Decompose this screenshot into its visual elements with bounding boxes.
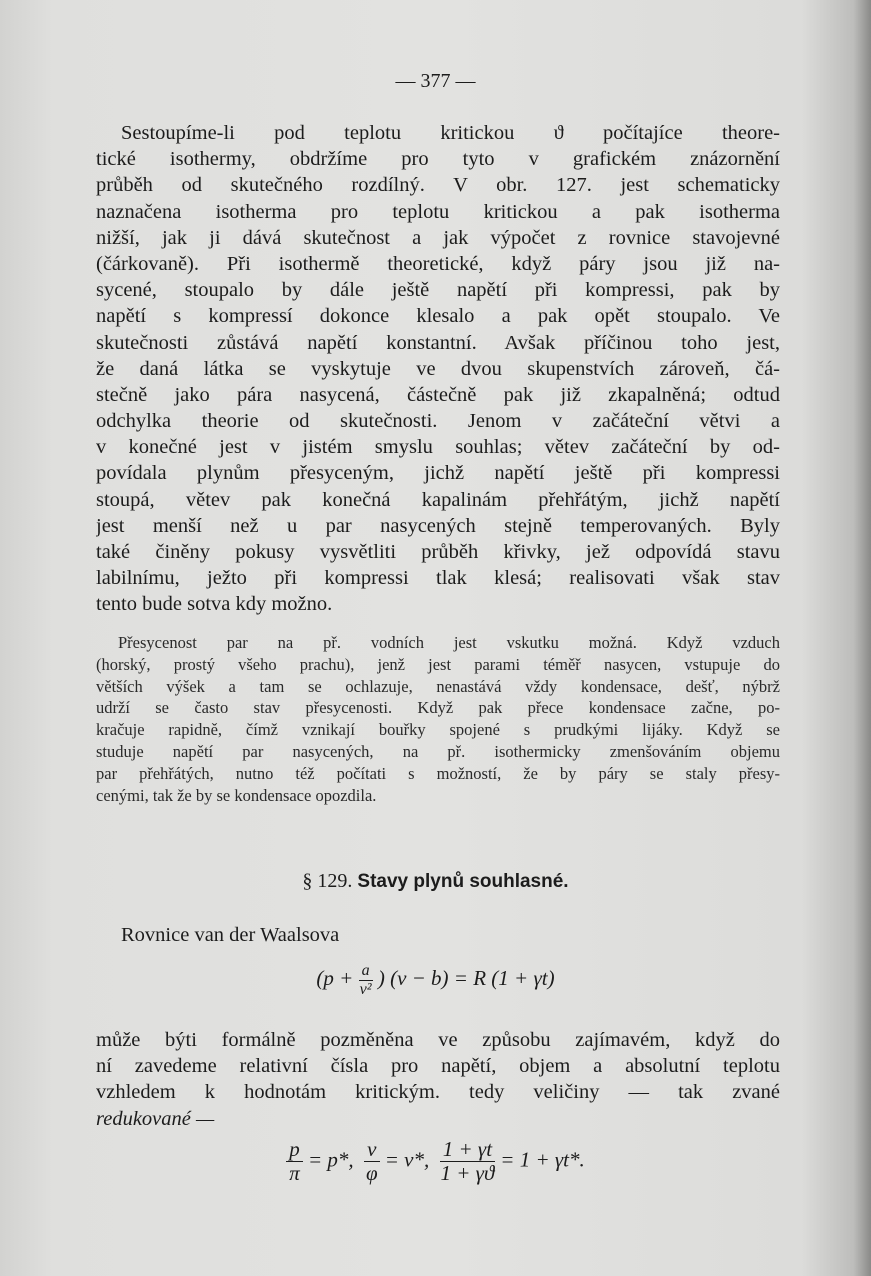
text-line: skutečnosti zůstává napětí konstantní. Avšak příčinou toho jest, <box>96 331 780 354</box>
fraction <box>364 1138 379 1185</box>
text-line: větších výšek a tam se ochlazuje, nenastává vždy kondensace, dešť, nýbrž <box>96 676 780 696</box>
text-line: že daná látka se vyskytuje ve dvou skupenstvích zároveň, čá- <box>96 357 780 380</box>
text-line: udrží se často stav přesycenosti. Když pak přece kondensace začne, po- <box>96 698 780 718</box>
text-line: par přehřátých, nutno též počítati s možností, že by páry se staly přesy- <box>96 763 780 783</box>
numerator: 1 + γt <box>440 1138 495 1162</box>
intro-text: Rovnice van der Waalsova <box>121 924 340 946</box>
text-line: tické isothermy, obdržíme pro tyto v grafickém znázornění <box>96 148 780 171</box>
text-line: může býti formálně pozměněna ve způsobu zajímavém, když do <box>96 1029 780 1051</box>
text-line: labilnímu, ježto při kompressi tlak klesá; realisovati však stav <box>96 567 780 590</box>
paragraph-main <box>96 120 780 618</box>
text-line: nižší, jak ji dává skutečnost a jak výpočet z rovnice stavojevné <box>96 226 780 249</box>
eq-part: = v*, <box>384 1147 430 1172</box>
text-line: Přesycenost par na př. vodních jest vskutku možná. Když vzduch <box>118 633 780 652</box>
text-line: (horský, prostý všeho prachu), jenž jest parami téměř nasycen, vstupuje do <box>96 654 780 674</box>
numerator: v <box>364 1138 379 1162</box>
text-line: studuje napětí par nasycených, na př. isothermicky zmenšováním objemu <box>96 741 780 761</box>
text-line: ní zavedeme relativní čísla pro napětí, objem a absolutní teplotu <box>96 1055 780 1078</box>
text-line: naznačena isotherma pro teplotu kritickou a pak isotherma <box>96 200 780 223</box>
paragraph-2 <box>96 1027 780 1132</box>
numerator: p <box>286 1138 303 1162</box>
denominator: π <box>289 1161 300 1186</box>
text-line: v konečné jest v jistém smyslu souhlas; větev začáteční by od- <box>96 436 780 459</box>
text-line: stoupá, větev pak konečná kapalinám přehřátým, jichž napětí <box>96 488 780 511</box>
footnote-paragraph <box>96 632 780 806</box>
fraction <box>440 1138 495 1185</box>
text-line: Sestoupíme-li pod teplotu kritickou ϑ počítajíce theore- <box>121 122 780 144</box>
denominator: φ <box>366 1161 378 1186</box>
text-line: povídala plynům přesyceným, jichž napětí ještě při kompressi <box>96 462 780 485</box>
text-line: cenými, tak že by se kondensace opozdila. <box>96 785 377 805</box>
denominator: 1 + γϑ <box>440 1161 495 1186</box>
page-number: — 377 — <box>395 70 476 92</box>
text-line: průběh od skutečného rozdílný. V obr. 127. jest schematicky <box>96 174 780 197</box>
section-title: Stavy plynů souhlasné. <box>357 871 569 892</box>
text-line: jest menší než u par nasycených stejně temperovaných. Byly <box>96 514 780 537</box>
text-line: redukované — <box>96 1107 215 1130</box>
reduced-quantities-equation <box>0 1138 871 1185</box>
text-line: také činěny pokusy vysvětliti průběh křivky, jež odpovídá stavu <box>96 541 780 563</box>
section-number: § 129. <box>302 870 353 892</box>
fraction <box>286 1138 303 1185</box>
text-line: tento bude sotva kdy možno. <box>96 593 333 616</box>
van-der-waals-equation <box>0 962 871 998</box>
text-line: sycené, stoupalo by dále ještě napětí při kompressi, pak by <box>96 279 780 302</box>
eq-part: (p + <box>316 965 354 990</box>
numerator: a <box>359 962 373 981</box>
text-line: kračuje rapidně, čímž vznikají bouřky spojené s prudkými lijáky. Když se <box>96 720 780 740</box>
text-line: napětí s kompressí dokonce klesalo a pak opět stoupalo. Ve <box>96 305 780 328</box>
text-line: odchylka theorie od skutečnosti. Jenom v začáteční větvi a <box>96 410 780 433</box>
denominator: v² <box>359 980 372 998</box>
fraction <box>359 962 373 998</box>
text-line: (čárkovaně). Při isothermě theoretické, když páry jsou již na- <box>96 252 780 275</box>
section-heading <box>0 870 871 893</box>
eq-part: ) (v − b) = R (1 + γt) <box>377 965 555 990</box>
text-line: stečně jako pára nasycená, částečně pak již zkapalněná; odtud <box>96 383 780 406</box>
eq-part: = p*, <box>308 1147 354 1172</box>
text-line: vzhledem k hodnotám kritickým. tedy veličiny — tak zvané <box>96 1081 780 1104</box>
eq-part: = 1 + γt*. <box>500 1147 585 1172</box>
